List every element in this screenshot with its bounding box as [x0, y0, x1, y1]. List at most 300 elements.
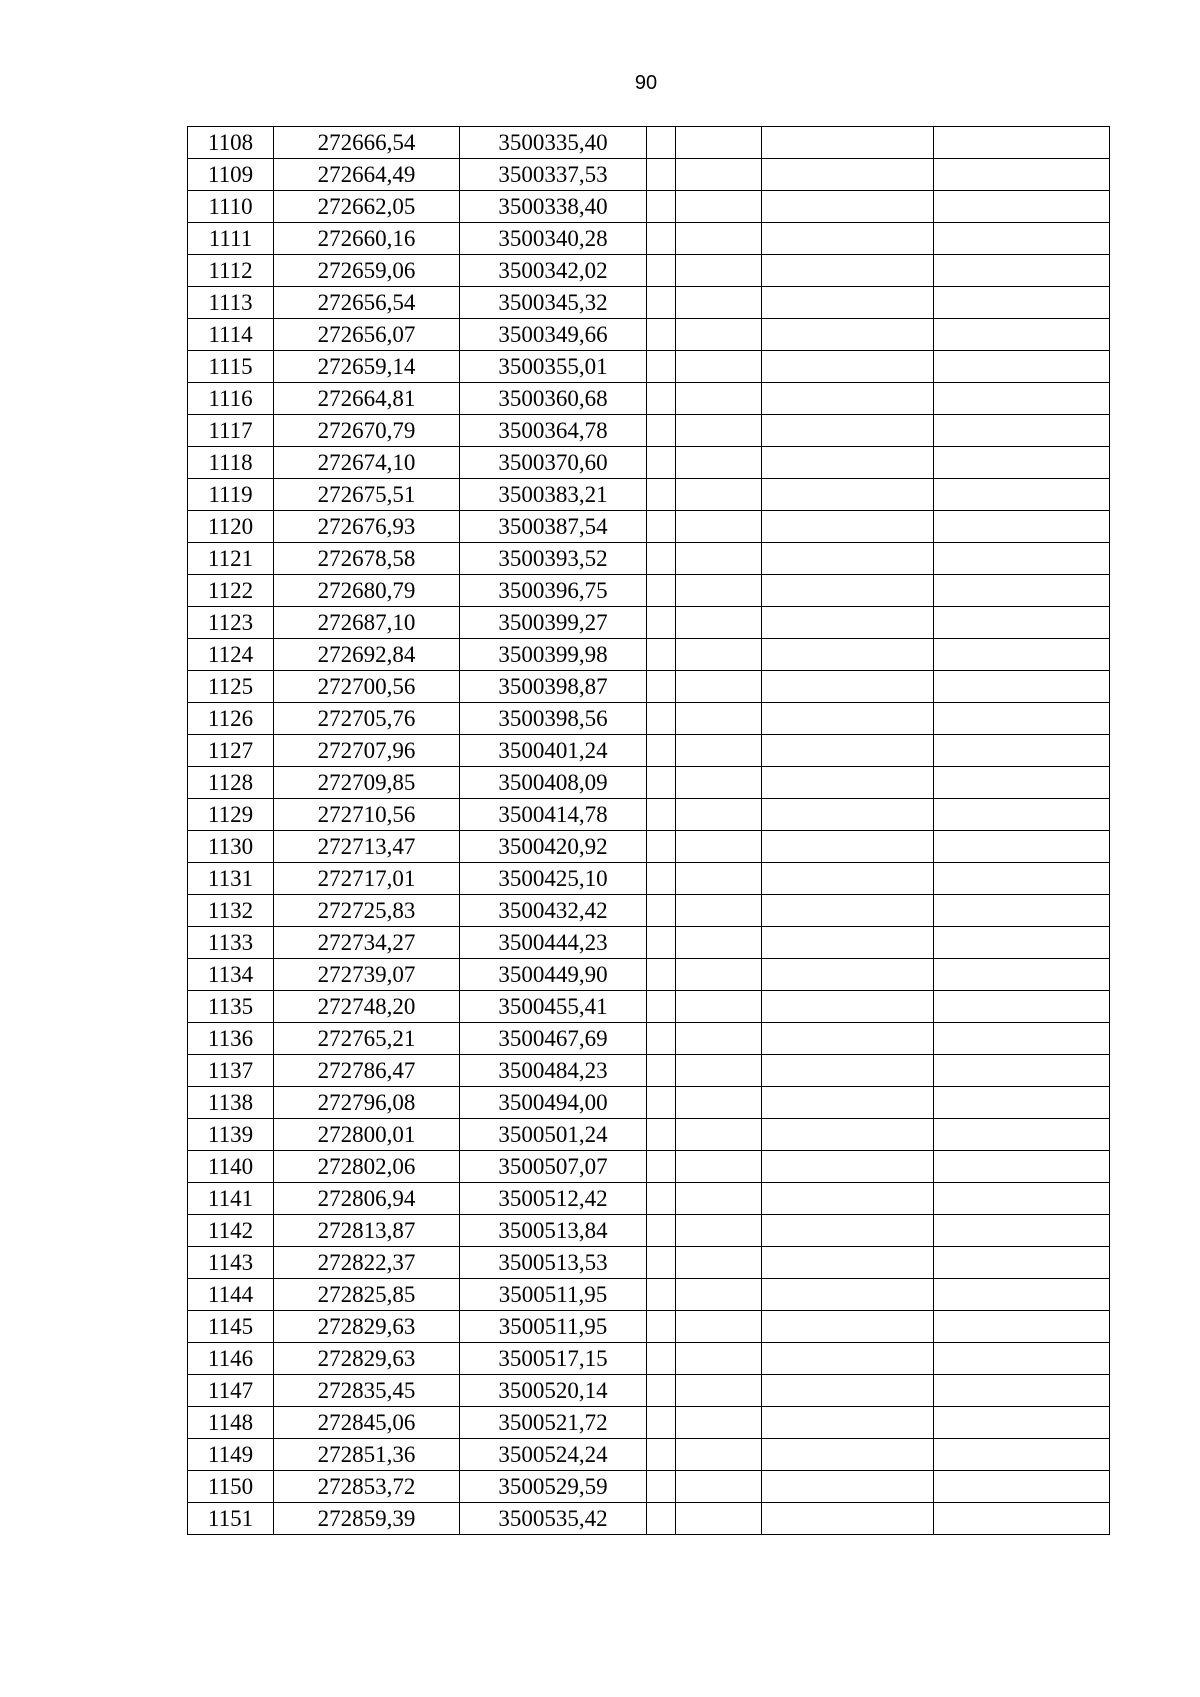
empty-cell — [676, 287, 762, 319]
y-coordinate-cell: 3500340,28 — [460, 223, 647, 255]
table-row — [188, 575, 1110, 607]
empty-cell — [762, 1343, 934, 1375]
empty-cell — [676, 1375, 762, 1407]
empty-cell — [647, 543, 676, 575]
point-number-cell: 1120 — [188, 511, 274, 543]
empty-cell — [676, 383, 762, 415]
point-number-cell: 1119 — [188, 479, 274, 511]
empty-cell — [676, 959, 762, 991]
table-row — [188, 991, 1110, 1023]
empty-cell — [934, 1151, 1110, 1183]
table-row — [188, 1183, 1110, 1215]
y-coordinate-cell: 3500511,95 — [460, 1311, 647, 1343]
x-coordinate-cell: 272859,39 — [274, 1503, 460, 1535]
x-coordinate-cell: 272734,27 — [274, 927, 460, 959]
table-row — [188, 1215, 1110, 1247]
point-number-cell: 1137 — [188, 1055, 274, 1087]
y-coordinate-cell: 3500425,10 — [460, 863, 647, 895]
table-row — [188, 671, 1110, 703]
point-number-cell: 1146 — [188, 1343, 274, 1375]
empty-cell — [676, 1087, 762, 1119]
empty-cell — [762, 1215, 934, 1247]
table-row — [188, 799, 1110, 831]
empty-cell — [647, 1023, 676, 1055]
x-coordinate-cell: 272656,07 — [274, 319, 460, 351]
empty-cell — [934, 959, 1110, 991]
empty-cell — [676, 575, 762, 607]
empty-cell — [934, 319, 1110, 351]
empty-cell — [676, 863, 762, 895]
table-row — [188, 1471, 1110, 1503]
empty-cell — [934, 511, 1110, 543]
empty-cell — [647, 1215, 676, 1247]
table-row — [188, 831, 1110, 863]
empty-cell — [762, 447, 934, 479]
empty-cell — [934, 223, 1110, 255]
empty-cell — [762, 127, 934, 159]
empty-cell — [934, 255, 1110, 287]
empty-cell — [934, 639, 1110, 671]
x-coordinate-cell: 272739,07 — [274, 959, 460, 991]
y-coordinate-cell: 3500521,72 — [460, 1407, 647, 1439]
table-row — [188, 255, 1110, 287]
point-number-cell: 1126 — [188, 703, 274, 735]
empty-cell — [934, 479, 1110, 511]
empty-cell — [934, 127, 1110, 159]
x-coordinate-cell: 272670,79 — [274, 415, 460, 447]
empty-cell — [934, 1503, 1110, 1535]
y-coordinate-cell: 3500398,56 — [460, 703, 647, 735]
empty-cell — [676, 991, 762, 1023]
empty-cell — [934, 287, 1110, 319]
empty-cell — [676, 127, 762, 159]
empty-cell — [762, 511, 934, 543]
empty-cell — [934, 1311, 1110, 1343]
empty-cell — [934, 1055, 1110, 1087]
empty-cell — [676, 671, 762, 703]
empty-cell — [934, 191, 1110, 223]
empty-cell — [762, 479, 934, 511]
empty-cell — [676, 703, 762, 735]
point-number-cell: 1123 — [188, 607, 274, 639]
empty-cell — [934, 415, 1110, 447]
point-number-cell: 1147 — [188, 1375, 274, 1407]
x-coordinate-cell: 272835,45 — [274, 1375, 460, 1407]
point-number-cell: 1145 — [188, 1311, 274, 1343]
point-number-cell: 1125 — [188, 671, 274, 703]
empty-cell — [676, 767, 762, 799]
point-number-cell: 1121 — [188, 543, 274, 575]
point-number-cell: 1118 — [188, 447, 274, 479]
y-coordinate-cell: 3500398,87 — [460, 671, 647, 703]
table-row — [188, 415, 1110, 447]
y-coordinate-cell: 3500512,42 — [460, 1183, 647, 1215]
y-coordinate-cell: 3500401,24 — [460, 735, 647, 767]
empty-cell — [762, 1471, 934, 1503]
empty-cell — [647, 639, 676, 671]
empty-cell — [676, 1247, 762, 1279]
y-coordinate-cell: 3500396,75 — [460, 575, 647, 607]
table-row — [188, 447, 1110, 479]
table-body — [188, 127, 1110, 1535]
table-row — [188, 351, 1110, 383]
empty-cell — [934, 1343, 1110, 1375]
x-coordinate-cell: 272796,08 — [274, 1087, 460, 1119]
empty-cell — [934, 447, 1110, 479]
point-number-cell: 1136 — [188, 1023, 274, 1055]
x-coordinate-cell: 272717,01 — [274, 863, 460, 895]
empty-cell — [676, 831, 762, 863]
page-number: 90 — [634, 72, 658, 94]
table-row — [188, 511, 1110, 543]
empty-cell — [647, 479, 676, 511]
point-number-cell: 1113 — [188, 287, 274, 319]
empty-cell — [762, 351, 934, 383]
empty-cell — [647, 607, 676, 639]
x-coordinate-cell: 272674,10 — [274, 447, 460, 479]
x-coordinate-cell: 272748,20 — [274, 991, 460, 1023]
point-number-cell: 1139 — [188, 1119, 274, 1151]
x-coordinate-cell: 272845,06 — [274, 1407, 460, 1439]
y-coordinate-cell: 3500501,24 — [460, 1119, 647, 1151]
empty-cell — [676, 191, 762, 223]
empty-cell — [762, 639, 934, 671]
empty-cell — [647, 671, 676, 703]
empty-cell — [647, 1247, 676, 1279]
x-coordinate-cell: 272709,85 — [274, 767, 460, 799]
x-coordinate-cell: 272813,87 — [274, 1215, 460, 1247]
empty-cell — [762, 1279, 934, 1311]
empty-cell — [762, 607, 934, 639]
point-number-cell: 1138 — [188, 1087, 274, 1119]
empty-cell — [934, 1215, 1110, 1247]
table-row — [188, 1407, 1110, 1439]
x-coordinate-cell: 272725,83 — [274, 895, 460, 927]
y-coordinate-cell: 3500535,42 — [460, 1503, 647, 1535]
empty-cell — [934, 607, 1110, 639]
empty-cell — [647, 1407, 676, 1439]
x-coordinate-cell: 272687,10 — [274, 607, 460, 639]
table-row — [188, 895, 1110, 927]
empty-cell — [647, 703, 676, 735]
point-number-cell: 1117 — [188, 415, 274, 447]
empty-cell — [934, 831, 1110, 863]
empty-cell — [676, 1215, 762, 1247]
empty-cell — [934, 383, 1110, 415]
empty-cell — [647, 863, 676, 895]
table-row — [188, 1439, 1110, 1471]
y-coordinate-cell: 3500455,41 — [460, 991, 647, 1023]
point-number-cell: 1148 — [188, 1407, 274, 1439]
empty-cell — [762, 927, 934, 959]
empty-cell — [934, 159, 1110, 191]
empty-cell — [762, 191, 934, 223]
empty-cell — [647, 991, 676, 1023]
y-coordinate-cell: 3500342,02 — [460, 255, 647, 287]
x-coordinate-cell: 272660,16 — [274, 223, 460, 255]
empty-cell — [676, 607, 762, 639]
empty-cell — [934, 735, 1110, 767]
table-row — [188, 287, 1110, 319]
y-coordinate-cell: 3500337,53 — [460, 159, 647, 191]
empty-cell — [934, 1023, 1110, 1055]
empty-cell — [762, 383, 934, 415]
empty-cell — [934, 543, 1110, 575]
empty-cell — [676, 1151, 762, 1183]
table-row — [188, 223, 1110, 255]
point-number-cell: 1133 — [188, 927, 274, 959]
empty-cell — [647, 191, 676, 223]
x-coordinate-cell: 272692,84 — [274, 639, 460, 671]
empty-cell — [676, 1183, 762, 1215]
y-coordinate-cell: 3500432,42 — [460, 895, 647, 927]
y-coordinate-cell: 3500355,01 — [460, 351, 647, 383]
empty-cell — [676, 1023, 762, 1055]
empty-cell — [762, 575, 934, 607]
empty-cell — [934, 1119, 1110, 1151]
point-number-cell: 1111 — [188, 223, 274, 255]
point-number-cell: 1143 — [188, 1247, 274, 1279]
empty-cell — [647, 767, 676, 799]
table-row — [188, 927, 1110, 959]
empty-cell — [762, 1247, 934, 1279]
point-number-cell: 1129 — [188, 799, 274, 831]
empty-cell — [934, 767, 1110, 799]
empty-cell — [676, 351, 762, 383]
empty-cell — [647, 1503, 676, 1535]
empty-cell — [647, 127, 676, 159]
point-number-cell: 1116 — [188, 383, 274, 415]
table-row — [188, 1311, 1110, 1343]
y-coordinate-cell: 3500507,07 — [460, 1151, 647, 1183]
empty-cell — [934, 799, 1110, 831]
empty-cell — [762, 1055, 934, 1087]
x-coordinate-cell: 272676,93 — [274, 511, 460, 543]
empty-cell — [934, 863, 1110, 895]
x-coordinate-cell: 272853,72 — [274, 1471, 460, 1503]
table-row — [188, 639, 1110, 671]
point-number-cell: 1124 — [188, 639, 274, 671]
empty-cell — [762, 703, 934, 735]
table-row — [188, 767, 1110, 799]
empty-cell — [676, 639, 762, 671]
point-number-cell: 1127 — [188, 735, 274, 767]
empty-cell — [647, 927, 676, 959]
point-number-cell: 1132 — [188, 895, 274, 927]
empty-cell — [762, 1183, 934, 1215]
empty-cell — [934, 1439, 1110, 1471]
empty-cell — [647, 1119, 676, 1151]
x-coordinate-cell: 272825,85 — [274, 1279, 460, 1311]
y-coordinate-cell: 3500349,66 — [460, 319, 647, 351]
empty-cell — [762, 767, 934, 799]
x-coordinate-cell: 272664,81 — [274, 383, 460, 415]
empty-cell — [934, 895, 1110, 927]
empty-cell — [647, 1311, 676, 1343]
empty-cell — [762, 415, 934, 447]
empty-cell — [762, 1311, 934, 1343]
y-coordinate-cell: 3500408,09 — [460, 767, 647, 799]
table-row — [188, 863, 1110, 895]
table-row — [188, 1023, 1110, 1055]
point-number-cell: 1114 — [188, 319, 274, 351]
empty-cell — [934, 1407, 1110, 1439]
y-coordinate-cell: 3500399,27 — [460, 607, 647, 639]
y-coordinate-cell: 3500370,60 — [460, 447, 647, 479]
empty-cell — [676, 511, 762, 543]
point-number-cell: 1141 — [188, 1183, 274, 1215]
point-number-cell: 1130 — [188, 831, 274, 863]
empty-cell — [647, 799, 676, 831]
empty-cell — [676, 1503, 762, 1535]
table-row — [188, 607, 1110, 639]
point-number-cell: 1131 — [188, 863, 274, 895]
empty-cell — [762, 959, 934, 991]
empty-cell — [647, 959, 676, 991]
table-row — [188, 1247, 1110, 1279]
empty-cell — [762, 287, 934, 319]
empty-cell — [762, 159, 934, 191]
table-row — [188, 703, 1110, 735]
empty-cell — [762, 1151, 934, 1183]
empty-cell — [762, 735, 934, 767]
y-coordinate-cell: 3500399,98 — [460, 639, 647, 671]
table-row — [188, 1375, 1110, 1407]
empty-cell — [762, 1119, 934, 1151]
y-coordinate-cell: 3500383,21 — [460, 479, 647, 511]
empty-cell — [647, 831, 676, 863]
x-coordinate-cell: 272802,06 — [274, 1151, 460, 1183]
empty-cell — [762, 1503, 934, 1535]
empty-cell — [762, 799, 934, 831]
y-coordinate-cell: 3500467,69 — [460, 1023, 647, 1055]
empty-cell — [647, 383, 676, 415]
table-row — [188, 543, 1110, 575]
empty-cell — [934, 991, 1110, 1023]
x-coordinate-cell: 272829,63 — [274, 1343, 460, 1375]
x-coordinate-cell: 272675,51 — [274, 479, 460, 511]
empty-cell — [647, 1279, 676, 1311]
empty-cell — [676, 1343, 762, 1375]
y-coordinate-cell: 3500420,92 — [460, 831, 647, 863]
y-coordinate-cell: 3500414,78 — [460, 799, 647, 831]
y-coordinate-cell: 3500511,95 — [460, 1279, 647, 1311]
x-coordinate-cell: 272707,96 — [274, 735, 460, 767]
x-coordinate-cell: 272710,56 — [274, 799, 460, 831]
empty-cell — [676, 479, 762, 511]
y-coordinate-cell: 3500513,53 — [460, 1247, 647, 1279]
empty-cell — [934, 1183, 1110, 1215]
empty-cell — [934, 1375, 1110, 1407]
table-row — [188, 127, 1110, 159]
empty-cell — [762, 1023, 934, 1055]
empty-cell — [647, 1183, 676, 1215]
empty-cell — [762, 991, 934, 1023]
empty-cell — [676, 319, 762, 351]
empty-cell — [676, 1407, 762, 1439]
x-coordinate-cell: 272656,54 — [274, 287, 460, 319]
table-row — [188, 1087, 1110, 1119]
x-coordinate-cell: 272765,21 — [274, 1023, 460, 1055]
empty-cell — [762, 895, 934, 927]
table-row — [188, 383, 1110, 415]
x-coordinate-cell: 272829,63 — [274, 1311, 460, 1343]
empty-cell — [934, 1279, 1110, 1311]
point-number-cell: 1151 — [188, 1503, 274, 1535]
y-coordinate-cell: 3500335,40 — [460, 127, 647, 159]
x-coordinate-cell: 272666,54 — [274, 127, 460, 159]
empty-cell — [762, 543, 934, 575]
y-coordinate-cell: 3500444,23 — [460, 927, 647, 959]
empty-cell — [934, 703, 1110, 735]
y-coordinate-cell: 3500345,32 — [460, 287, 647, 319]
empty-cell — [647, 1055, 676, 1087]
empty-cell — [676, 735, 762, 767]
x-coordinate-cell: 272705,76 — [274, 703, 460, 735]
table-row — [188, 959, 1110, 991]
empty-cell — [676, 447, 762, 479]
y-coordinate-cell: 3500484,23 — [460, 1055, 647, 1087]
table-row — [188, 1503, 1110, 1535]
point-number-cell: 1112 — [188, 255, 274, 287]
empty-cell — [647, 1439, 676, 1471]
x-coordinate-cell: 272806,94 — [274, 1183, 460, 1215]
empty-cell — [762, 863, 934, 895]
empty-cell — [647, 319, 676, 351]
empty-cell — [676, 799, 762, 831]
table-row — [188, 319, 1110, 351]
x-coordinate-cell: 272786,47 — [274, 1055, 460, 1087]
empty-cell — [647, 287, 676, 319]
empty-cell — [647, 575, 676, 607]
empty-cell — [676, 895, 762, 927]
empty-cell — [676, 1311, 762, 1343]
table-row — [188, 735, 1110, 767]
empty-cell — [934, 575, 1110, 607]
x-coordinate-cell: 272851,36 — [274, 1439, 460, 1471]
point-number-cell: 1150 — [188, 1471, 274, 1503]
table-row — [188, 191, 1110, 223]
empty-cell — [676, 1439, 762, 1471]
point-number-cell: 1122 — [188, 575, 274, 607]
point-number-cell: 1134 — [188, 959, 274, 991]
empty-cell — [647, 255, 676, 287]
point-number-cell: 1140 — [188, 1151, 274, 1183]
point-number-cell: 1128 — [188, 767, 274, 799]
empty-cell — [676, 159, 762, 191]
empty-cell — [676, 927, 762, 959]
x-coordinate-cell: 272800,01 — [274, 1119, 460, 1151]
empty-cell — [934, 351, 1110, 383]
y-coordinate-cell: 3500517,15 — [460, 1343, 647, 1375]
empty-cell — [647, 447, 676, 479]
empty-cell — [676, 415, 762, 447]
empty-cell — [762, 255, 934, 287]
empty-cell — [647, 351, 676, 383]
y-coordinate-cell: 3500364,78 — [460, 415, 647, 447]
empty-cell — [647, 1087, 676, 1119]
y-coordinate-cell: 3500529,59 — [460, 1471, 647, 1503]
table-row — [188, 1151, 1110, 1183]
x-coordinate-cell: 272822,37 — [274, 1247, 460, 1279]
empty-cell — [762, 1439, 934, 1471]
table-row — [188, 159, 1110, 191]
point-number-cell: 1135 — [188, 991, 274, 1023]
empty-cell — [647, 1151, 676, 1183]
point-number-cell: 1115 — [188, 351, 274, 383]
empty-cell — [676, 543, 762, 575]
empty-cell — [762, 831, 934, 863]
